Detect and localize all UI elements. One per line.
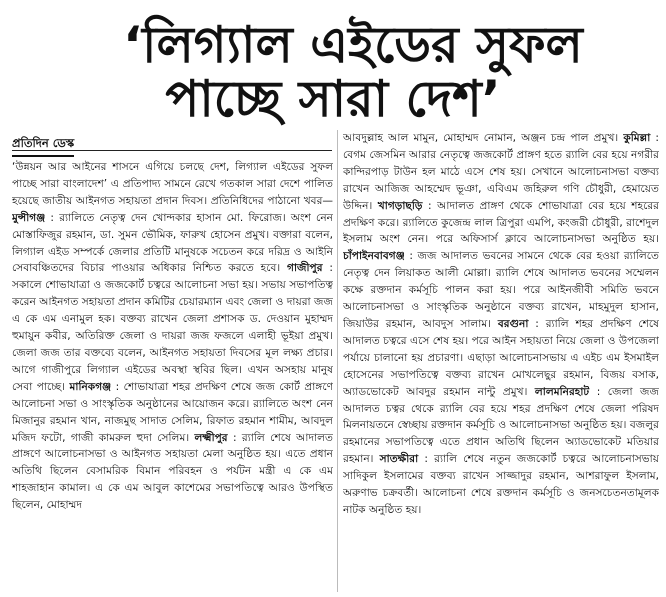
- article-column-right: [343, 130, 659, 595]
- dateline-location: সাতক্ষীরা: [379, 453, 419, 466]
- article-headline: [0, 18, 666, 126]
- dateline-location: মানিকগঞ্জ: [69, 380, 112, 393]
- clipped-previous-article-fragment: [0, 0, 666, 8]
- article-text-segment: : র‌্যালিতে নেতৃত্ব দেন খোন্দকার হাসান মো. ফিরোজ। অংশ নেন মোস্তাফিজুর রহমান, ডা. সুমন ভৌমিক, ফারুখ হোসেন প্রমুখ। বক্তারা বলেন, লিগ্যাল এইড সম্পর্কে জেলার প্রতিটি মানুষকে সচেতন করে দরিদ্র ও আইনি সেবাবঞ্চিতদের বিচার পাওয়ার অধিকার নিশ্চিত করতে হবে।: [12, 211, 333, 275]
- column-divider: [337, 130, 338, 592]
- article-text-segment: : সকালে শোভাযাত্রা ও জজকোর্ট চত্বরে আলোচনা সভা হয়। সভায় সভাপতিত্ব করেন আইনগত সহায়তা প্রদান কমিটির চেয়ারম্যান এবং জেলা ও দায়রা জজ এ কে এম এনামুল হক। বক্তব্য রাখেন জেলা প্রশাসক ড. দেওয়ান মুহাম্মদ হুমায়ুন কবীর, অতিরিক্ত জেলা ও দায়রা জজ ফজলে এলাহী ভূইয়া প্রমুখ। জেলা জজ তার বক্তব্যে বলেন, আইনগত সহায়তা দিবসের মূল লক্ষ্য প্রচার। আগে গাজীপুরে লিগ্যাল এইডের অবস্থা স্থবির ছিল। এখন অসহায় মানুষ সেবা পাচ্ছে।: [12, 262, 333, 393]
- dateline-location: খাগড়াছড়ি: [377, 199, 423, 212]
- byline-rule: [12, 150, 332, 151]
- article-text-segment: : র‌্যালি শহর প্রদক্ষিণ শেষে আদালত চত্বরে এসে শেষ হয়। পরে আইন সহায়তা নিয়ে জেলা ও উপজেলা পর্যায়ে চালানো হয় প্রচারণা। এছাড়া আলোচনাসভায় এ এইচ এম ইসমাইল হোসেনের সভাপতিত্বে বক্তব্য রাখেন মোখলেছুর রহমান, বিজয় বসাক, অ্যাডভোকেট আবদুর রহমান নান্টু প্রমুখ।: [343, 317, 659, 398]
- article-text-segment: : বেগম জেসমিন আরার নেতৃত্বে জজকোর্ট প্রাঙ্গণ হতে র‌্যালি বের হয়ে নগরীর কান্দিরপাড় টাউন হল মাঠে এসে শেষ হয়। সেখানে আলোচনাসভা বক্তব্য রাখেন আজিজ আহম্মেদ ভূঞা, এবিএম জহিরুল গণি চৌধুরী, হেমায়েত উদ্দিন।: [343, 132, 659, 212]
- article-text-segment: : র‌্যালি শেষে আদালত প্রাঙ্গণে আলোচনাসভা ও আইনগত সহায়তা মেলা অনুষ্ঠিত হয়। এতে প্রধান অতিথি ছিলেন বেসামরিক বিমান পরিবহন ও পর্যটন মন্ত্রী এ কে এম শাহজাহান কামাল। এ কে এম আবুল কাশেমের সভাপতিত্বে আরও উপস্থিত ছিলেন, মোহাম্মদ: [12, 431, 333, 512]
- dateline-location: কুমিল্লা: [623, 132, 651, 144]
- article-text-segment: : র‌্যালি শেষে নতুন জজকোর্ট চত্বরে আলোচনাসভায় সাদিকুল ইসলামের বক্তব্য রাখেন সাজ্জাদুর রহমান, আশরাফুল ইসলাম, অরুণাভ চক্রবর্তী। আলোচনা শেষে রক্তদান কর্মসূচি ও জনসচেতনতামূলক নাটক অনুষ্ঠিত হয়।: [343, 453, 659, 516]
- article-text-segment: : জেলা জজ আদালত চত্বর থেকে র‌্যালি বের হয়ে শহর প্রদক্ষিণ শেষে জেলা পরিষদ মিলনায়তনে স্বেচ্ছায় রক্তদান কর্মসূচি ও আলোচনাসভা অনুষ্ঠিত হয়। বজলুর রহমানের সভাপতিত্বে এতে প্রধান অতিথি ছিলেন অ্যাডভোকেট মতিয়ার রহমান।: [343, 385, 659, 466]
- dateline-location: লক্ষ্মীপুর: [194, 431, 228, 444]
- article-text-segment: : আদালত প্রাঙ্গণ থেকে শোভাযাত্রা বের হয়ে শহরের প্রদক্ষিণ করে। র‌্যালিতে কুজেন্দ্র লাল ত্রিপুরা এমপি, কংজরী চৌধুরী, রাশেদুল ইসলাম অংশ নেন। পরে অফিসার্স ক্লাবে আলোচনাসভা অনুষ্ঠিত হয়।: [343, 199, 659, 246]
- article-text-segment: : জজ আদালত ভবনের সামনে থেকে বের হওয়া র‌্যালিতে নেতৃত্ব দেন লিয়াকত আলী মোল্লা। র‌্যালি শেষে আদালত ভবনের সম্মেলন কক্ষে রক্তদান কর্মসূচি পালন করা হয়। পরে আইনজীবী সমিতি ভবনে আলোচনাসভা ও সাংস্কৃতিক অনুষ্ঠানে বক্তব্য রাখেন, মাহমুদুল হাসান, জিয়াউর রহমান, আবদুস সালাম।: [343, 250, 659, 330]
- article-text-segment: : শোভাযাত্রা শহর প্রদক্ষিণ শেষে জজ কোর্ট প্রাঙ্গণে আলোচনা সভা ও সাংস্কৃতিক অনুষ্ঠানের আয়োজন করে। র‌্যালিতে অংশ নেন মিজানুর রহমান খান, নাজমুছ সাদাত সেলিম, রিফাত রহমান শামীম, আবদুল মজিদ ফটো, গাজী কামরুল হুদা সেলিম।: [12, 380, 333, 444]
- headline-line-2: পাচ্ছে সারা দেশ’: [165, 70, 501, 128]
- article-text-segment: ‘উন্নয়ন আর আইনের শাসনে এগিয়ে চলছে দেশ, লিগ্যাল এইডের সুফল পাচ্ছে সারা বাংলাদেশ’ এ প্রতিপাদ্য সামনে রেখে গতকাল সারা দেশে পালিত হয়েছে জাতীয় আইনগত সহায়তা প্রদান দিবস। প্রতিনিধিদের পাঠানো খবর—: [12, 161, 333, 207]
- dateline-location: চাঁপাইনবাবগঞ্জ: [343, 250, 405, 263]
- byline: প্রতিদিন ডেস্ক: [12, 135, 74, 157]
- headline-line-1: ‘লিগ্যাল এইডের সুফল: [123, 16, 583, 74]
- article-text-segment: আবদুল্লাহ আল মামুন, মোহাম্মদ নোমান, অঞ্জন চন্দ্র পাল প্রমুখ।: [343, 132, 624, 144]
- dateline-location: গাজীপুর: [287, 262, 323, 275]
- dateline-location: লালমনিরহাট: [534, 385, 590, 398]
- article-column-left: [12, 159, 333, 594]
- dateline-location: বরগুনা: [497, 317, 529, 330]
- dateline-location: মুন্সীগঞ্জ: [12, 211, 46, 224]
- byline-block: [12, 132, 332, 157]
